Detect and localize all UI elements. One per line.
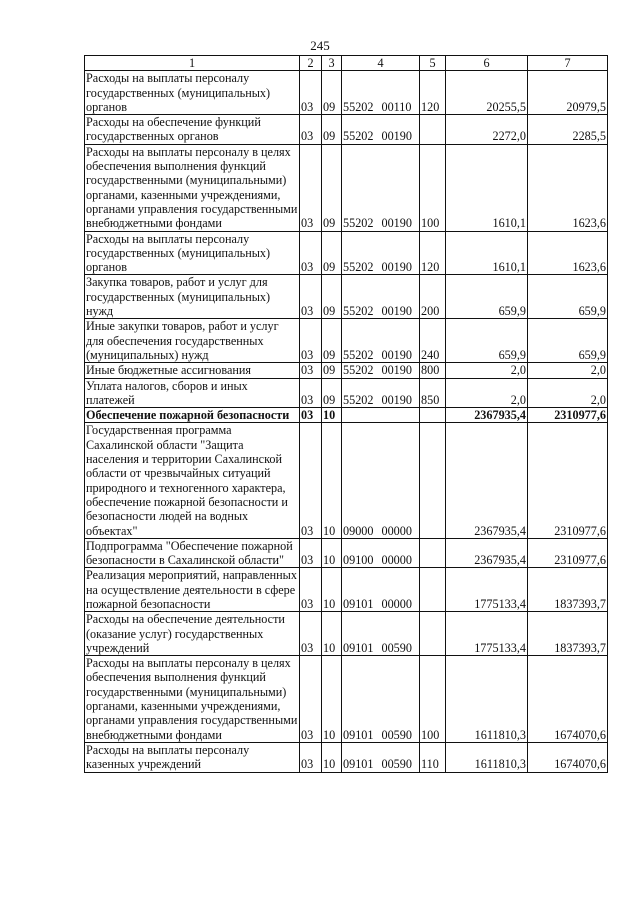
subsection-code-cell: 09 bbox=[322, 231, 342, 275]
section-code-cell: 03 bbox=[300, 378, 322, 408]
direction-code: 00190 bbox=[381, 347, 412, 362]
target-article-cell bbox=[342, 423, 420, 538]
expense-type-cell: 120 bbox=[420, 231, 446, 275]
program-code: 55202 bbox=[343, 363, 374, 378]
amount-year1-cell: 2367935,4 bbox=[446, 538, 528, 568]
program-code: 55202 bbox=[343, 347, 374, 362]
section-code-cell: 03 bbox=[300, 231, 322, 275]
row-name-cell: Закупка товаров, работ и услуг для государственных (муниципальных) нужд bbox=[85, 275, 300, 319]
program-code: 09101 bbox=[343, 596, 374, 611]
amount-year1-cell: 20255,5 bbox=[446, 71, 528, 115]
direction-code: 00190 bbox=[381, 216, 412, 231]
row-name-cell: Расходы на выплаты персоналу государственных (муниципальных) органов bbox=[85, 71, 300, 115]
subsection-code-cell: 10 bbox=[322, 742, 342, 772]
amount-year2-cell: 1674070,6 bbox=[528, 742, 608, 772]
direction-code: 00110 bbox=[381, 99, 412, 114]
target-article-cell bbox=[342, 275, 420, 319]
table-row bbox=[85, 408, 608, 423]
section-code-cell: 03 bbox=[300, 319, 322, 363]
section-code-cell: 03 bbox=[300, 115, 322, 145]
expense-type-cell: 100 bbox=[420, 656, 446, 743]
amount-year2-cell: 1837393,7 bbox=[528, 612, 608, 656]
amount-year2-cell: 1623,6 bbox=[528, 144, 608, 231]
program-code: 09101 bbox=[343, 757, 374, 772]
program-code: 09101 bbox=[343, 727, 374, 742]
expense-type-cell bbox=[420, 115, 446, 145]
amount-year1-cell: 2367935,4 bbox=[446, 423, 528, 538]
section-code-cell: 03 bbox=[300, 538, 322, 568]
program-code: 09100 bbox=[343, 553, 374, 568]
table-row bbox=[85, 115, 608, 145]
table-row bbox=[85, 144, 608, 231]
target-article-cell bbox=[342, 115, 420, 145]
section-code-cell: 03 bbox=[300, 71, 322, 115]
direction-code: 00190 bbox=[381, 260, 412, 275]
budget-table bbox=[84, 55, 608, 773]
row-name-cell: Расходы на обеспечение деятельности (оказание услуг) государственных учреждений bbox=[85, 612, 300, 656]
row-name-cell: Расходы на обеспечение функций государственных органов bbox=[85, 115, 300, 145]
amount-year1-cell: 2272,0 bbox=[446, 115, 528, 145]
page-number: 245 bbox=[310, 38, 330, 53]
subsection-code-cell: 10 bbox=[322, 656, 342, 743]
target-article-cell bbox=[342, 568, 420, 612]
program-code: 55202 bbox=[343, 99, 374, 114]
subsection-code-cell: 09 bbox=[322, 144, 342, 231]
table-row bbox=[85, 423, 608, 538]
amount-year2-cell: 659,9 bbox=[528, 275, 608, 319]
column-header: 3 bbox=[322, 56, 342, 71]
row-name-cell: Расходы на выплаты персоналу в целях обеспечения выполнения функций государственными (муниципальными) органами, казенными учреждениями, органами управления государственными внебюджетными фондами bbox=[85, 656, 300, 743]
subsection-code-cell: 09 bbox=[322, 71, 342, 115]
subsection-code-cell: 10 bbox=[322, 612, 342, 656]
program-code: 55202 bbox=[343, 216, 374, 231]
amount-year2-cell: 2285,5 bbox=[528, 115, 608, 145]
expense-type-cell: 200 bbox=[420, 275, 446, 319]
direction-code: 00000 bbox=[381, 596, 412, 611]
amount-year1-cell: 1775133,4 bbox=[446, 568, 528, 612]
row-name-cell: Расходы на выплаты персоналу в целях обеспечения выполнения функций государственными (муниципальными) органами, казенными учреждениями, органами управления государственными внебюджетными фондами bbox=[85, 144, 300, 231]
direction-code: 00190 bbox=[381, 392, 412, 407]
table-row bbox=[85, 378, 608, 408]
amount-year1-cell: 659,9 bbox=[446, 275, 528, 319]
table-row bbox=[85, 742, 608, 772]
expense-type-cell: 110 bbox=[420, 742, 446, 772]
section-code-cell: 03 bbox=[300, 423, 322, 538]
amount-year2-cell: 2310977,6 bbox=[528, 423, 608, 538]
amount-year2-cell: 2,0 bbox=[528, 363, 608, 378]
target-article-cell bbox=[342, 408, 420, 423]
amount-year1-cell: 1611810,3 bbox=[446, 742, 528, 772]
subsection-code-cell: 09 bbox=[322, 319, 342, 363]
table-row bbox=[85, 231, 608, 275]
row-name-cell: Иные закупки товаров, работ и услуг для обеспечения государственных (муниципальных) нужд bbox=[85, 319, 300, 363]
amount-year2-cell: 1837393,7 bbox=[528, 568, 608, 612]
target-article-cell bbox=[342, 231, 420, 275]
expense-type-cell bbox=[420, 568, 446, 612]
expense-type-cell: 100 bbox=[420, 144, 446, 231]
subsection-code-cell: 09 bbox=[322, 115, 342, 145]
amount-year2-cell: 2310977,6 bbox=[528, 538, 608, 568]
section-code-cell: 03 bbox=[300, 275, 322, 319]
target-article-cell bbox=[342, 363, 420, 378]
amount-year2-cell: 1623,6 bbox=[528, 231, 608, 275]
row-name-cell: Уплата налогов, сборов и иных платежей bbox=[85, 378, 300, 408]
target-article-cell bbox=[342, 742, 420, 772]
amount-year1-cell: 1775133,4 bbox=[446, 612, 528, 656]
subsection-code-cell: 10 bbox=[322, 538, 342, 568]
header-row bbox=[85, 56, 608, 71]
table-row bbox=[85, 538, 608, 568]
row-name-cell: Обеспечение пожарной безопасности bbox=[85, 408, 300, 423]
direction-code: 00000 bbox=[381, 553, 412, 568]
direction-code: 00190 bbox=[381, 129, 412, 144]
program-code: 55202 bbox=[343, 129, 374, 144]
amount-year1-cell: 659,9 bbox=[446, 319, 528, 363]
section-code-cell: 03 bbox=[300, 742, 322, 772]
section-code-cell: 03 bbox=[300, 408, 322, 423]
section-code-cell: 03 bbox=[300, 568, 322, 612]
section-code-cell: 03 bbox=[300, 656, 322, 743]
subsection-code-cell: 09 bbox=[322, 363, 342, 378]
row-name-cell: Реализация мероприятий, направленных на осуществление деятельности в сфере пожарной безопасности bbox=[85, 568, 300, 612]
target-article-cell bbox=[342, 656, 420, 743]
amount-year1-cell: 1610,1 bbox=[446, 144, 528, 231]
amount-year1-cell: 1610,1 bbox=[446, 231, 528, 275]
section-code-cell: 03 bbox=[300, 363, 322, 378]
table-body bbox=[85, 71, 608, 772]
row-name-cell: Расходы на выплаты персоналу государственных (муниципальных) органов bbox=[85, 231, 300, 275]
program-code: 55202 bbox=[343, 260, 374, 275]
direction-code: 00590 bbox=[381, 640, 412, 655]
amount-year2-cell: 659,9 bbox=[528, 319, 608, 363]
amount-year1-cell: 2,0 bbox=[446, 378, 528, 408]
expense-type-cell: 240 bbox=[420, 319, 446, 363]
subsection-code-cell: 10 bbox=[322, 568, 342, 612]
direction-code: 00000 bbox=[381, 523, 412, 538]
program-code: 09000 bbox=[343, 523, 374, 538]
subsection-code-cell: 09 bbox=[322, 275, 342, 319]
direction-code: 00190 bbox=[381, 363, 412, 378]
expense-type-cell: 120 bbox=[420, 71, 446, 115]
amount-year2-cell: 2,0 bbox=[528, 378, 608, 408]
amount-year2-cell: 2310977,6 bbox=[528, 408, 608, 423]
row-name-cell: Расходы на выплаты персоналу казенных учреждений bbox=[85, 742, 300, 772]
amount-year2-cell: 20979,5 bbox=[528, 71, 608, 115]
expense-type-cell: 800 bbox=[420, 363, 446, 378]
program-code: 09101 bbox=[343, 640, 374, 655]
expense-type-cell bbox=[420, 612, 446, 656]
table-row bbox=[85, 275, 608, 319]
expense-type-cell: 850 bbox=[420, 378, 446, 408]
table-row bbox=[85, 71, 608, 115]
expense-type-cell bbox=[420, 408, 446, 423]
table-row bbox=[85, 612, 608, 656]
table-row bbox=[85, 319, 608, 363]
section-code-cell: 03 bbox=[300, 144, 322, 231]
table-row bbox=[85, 656, 608, 743]
subsection-code-cell: 10 bbox=[322, 408, 342, 423]
column-header: 1 bbox=[85, 56, 300, 71]
row-name-cell: Государственная программа Сахалинской области "Защита населения и территории Сахалинской области от чрезвычайных ситуаций природного и техногенного характера, обеспечение пожарной безопасности и безопасности людей на водных объектах" bbox=[85, 423, 300, 538]
row-name-cell: Подпрограмма "Обеспечение пожарной безопасности в Сахалинской области" bbox=[85, 538, 300, 568]
row-name-cell: Иные бюджетные ассигнования bbox=[85, 363, 300, 378]
column-header: 7 bbox=[528, 56, 608, 71]
program-code: 55202 bbox=[343, 392, 374, 407]
amount-year1-cell: 2367935,4 bbox=[446, 408, 528, 423]
target-article-cell bbox=[342, 144, 420, 231]
expense-type-cell bbox=[420, 423, 446, 538]
program-code: 55202 bbox=[343, 304, 374, 319]
target-article-cell bbox=[342, 612, 420, 656]
table-row bbox=[85, 568, 608, 612]
target-article-cell bbox=[342, 71, 420, 115]
table-row bbox=[85, 363, 608, 378]
expense-type-cell bbox=[420, 538, 446, 568]
section-code-cell: 03 bbox=[300, 612, 322, 656]
subsection-code-cell: 10 bbox=[322, 423, 342, 538]
target-article-cell bbox=[342, 538, 420, 568]
target-article-cell bbox=[342, 319, 420, 363]
subsection-code-cell: 09 bbox=[322, 378, 342, 408]
column-header: 6 bbox=[446, 56, 528, 71]
column-header: 4 bbox=[342, 56, 420, 71]
direction-code: 00190 bbox=[381, 304, 412, 319]
column-header: 5 bbox=[420, 56, 446, 71]
column-header: 2 bbox=[300, 56, 322, 71]
amount-year1-cell: 2,0 bbox=[446, 363, 528, 378]
target-article-cell bbox=[342, 378, 420, 408]
amount-year1-cell: 1611810,3 bbox=[446, 656, 528, 743]
amount-year2-cell: 1674070,6 bbox=[528, 656, 608, 743]
direction-code: 00590 bbox=[381, 757, 412, 772]
direction-code: 00590 bbox=[381, 727, 412, 742]
